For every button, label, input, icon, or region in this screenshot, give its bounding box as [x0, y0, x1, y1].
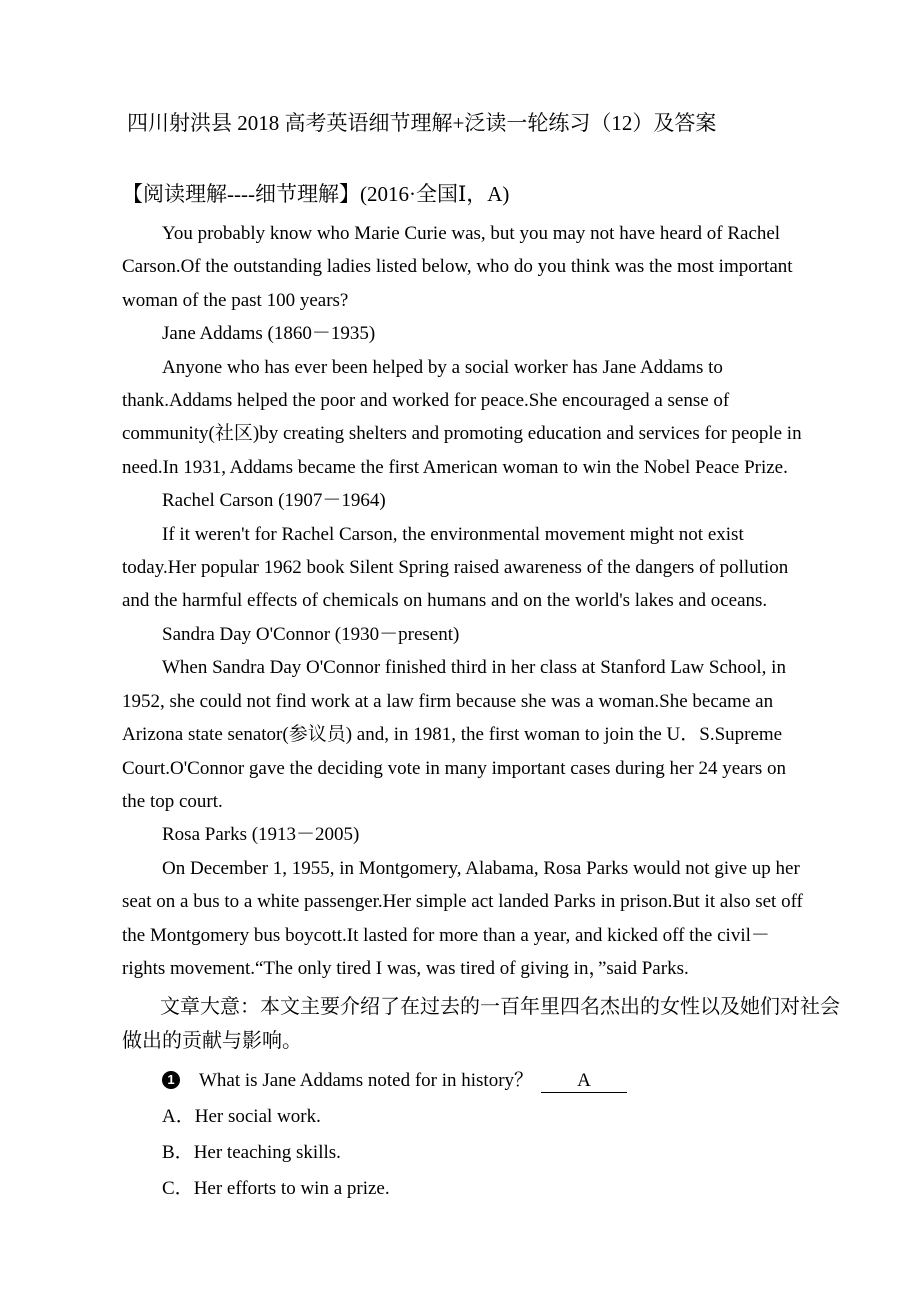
passage-line: Court.O'Connor gave the deciding vote in many important cases during her 24 years on: [122, 757, 787, 779]
passage-line: need.In 1931, Addams became the first American woman to win the Nobel Peace Prize.: [122, 456, 788, 478]
passage-line: the Montgomery bus boycott.It lasted for more than a year, and kicked off the civil－: [122, 924, 770, 946]
passage-line: Sandra Day O'Connor (1930－present): [162, 623, 460, 645]
reading-passage: [122, 217, 842, 985]
summary-line: 做出的贡献与影响。: [122, 1029, 302, 1052]
passage-line: On December 1, 1955, in Montgomery, Alabama, Rosa Parks would not give up her: [162, 857, 800, 879]
option-row: [122, 1135, 842, 1171]
passage-line: and the harmful effects of chemicals on humans and on the world's lakes and oceans.: [122, 590, 768, 612]
passage-line: seat on a bus to a white passenger.Her simple act landed Parks in prison.But it also set off: [122, 891, 803, 913]
option-label: C．: [162, 1178, 194, 1200]
summary-line: 文章大意：本文主要介绍了在过去的一百年里四名杰出的女性以及她们对社会: [160, 996, 840, 1019]
passage-line: the top court.: [122, 790, 223, 812]
option-text: Her teaching skills.: [193, 1142, 341, 1164]
passage-line: If it weren't for Rachel Carson, the environmental movement might not exist: [162, 523, 744, 545]
passage-line: You probably know who Marie Curie was, but you may not have heard of Rachel: [162, 223, 781, 244]
option-row: [122, 1171, 842, 1207]
option-label: A．: [162, 1106, 195, 1128]
passage-line: today.Her popular 1962 book Silent Spring raised awareness of the dangers of pollution: [122, 557, 789, 579]
passage-line: Anyone who has ever been helped by a social worker has Jane Addams to: [162, 356, 723, 378]
section-heading: 【阅读理解----细节理解】(2016·全国Ⅰ，A): [122, 182, 510, 206]
option-text: Her efforts to win a prize.: [193, 1178, 390, 1200]
document-title: 四川射洪县 2018 高考英语细节理解+泛读一轮练习（12）及答案: [127, 111, 717, 135]
question-row: [122, 1063, 842, 1099]
passage-summary: [122, 991, 842, 1058]
options-list: [122, 1099, 842, 1207]
document-content: [122, 0, 842, 1207]
passage-line: community(社区)by creating shelters and promoting education and services for people in: [122, 423, 802, 445]
option-row: [122, 1099, 842, 1135]
passage-line: woman of the past 100 years?: [122, 289, 349, 311]
passage-line: 1952, she could not find work at a law firm because she was a woman.She became an: [122, 690, 774, 712]
passage-line: When Sandra Day O'Connor finished third in her class at Stanford Law School, in: [162, 657, 786, 679]
answer-blank: A: [541, 1069, 627, 1093]
question-text: What is Jane Addams noted for in history？: [199, 1070, 534, 1092]
option-text: Her social work.: [194, 1106, 321, 1128]
passage-line: Rosa Parks (1913－2005): [162, 824, 360, 846]
passage-line: Arizona state senator(参议员) and, in 1981, the first woman to join the U．S.Supreme: [122, 724, 783, 746]
passage-line: rights movement.“The only tired I was, was tired of giving in，”said Parks.: [122, 957, 689, 979]
passage-line: Carson.Of the outstanding ladies listed below, who do you think was the most important: [122, 256, 793, 278]
passage-line: thank.Addams helped the poor and worked for peace.She encouraged a sense of: [122, 390, 730, 412]
passage-line: Jane Addams (1860－1935): [162, 323, 376, 345]
circled-number-icon: 1: [162, 1071, 180, 1089]
option-label: B．: [162, 1142, 194, 1164]
passage-line: Rachel Carson (1907－1964): [162, 490, 386, 512]
